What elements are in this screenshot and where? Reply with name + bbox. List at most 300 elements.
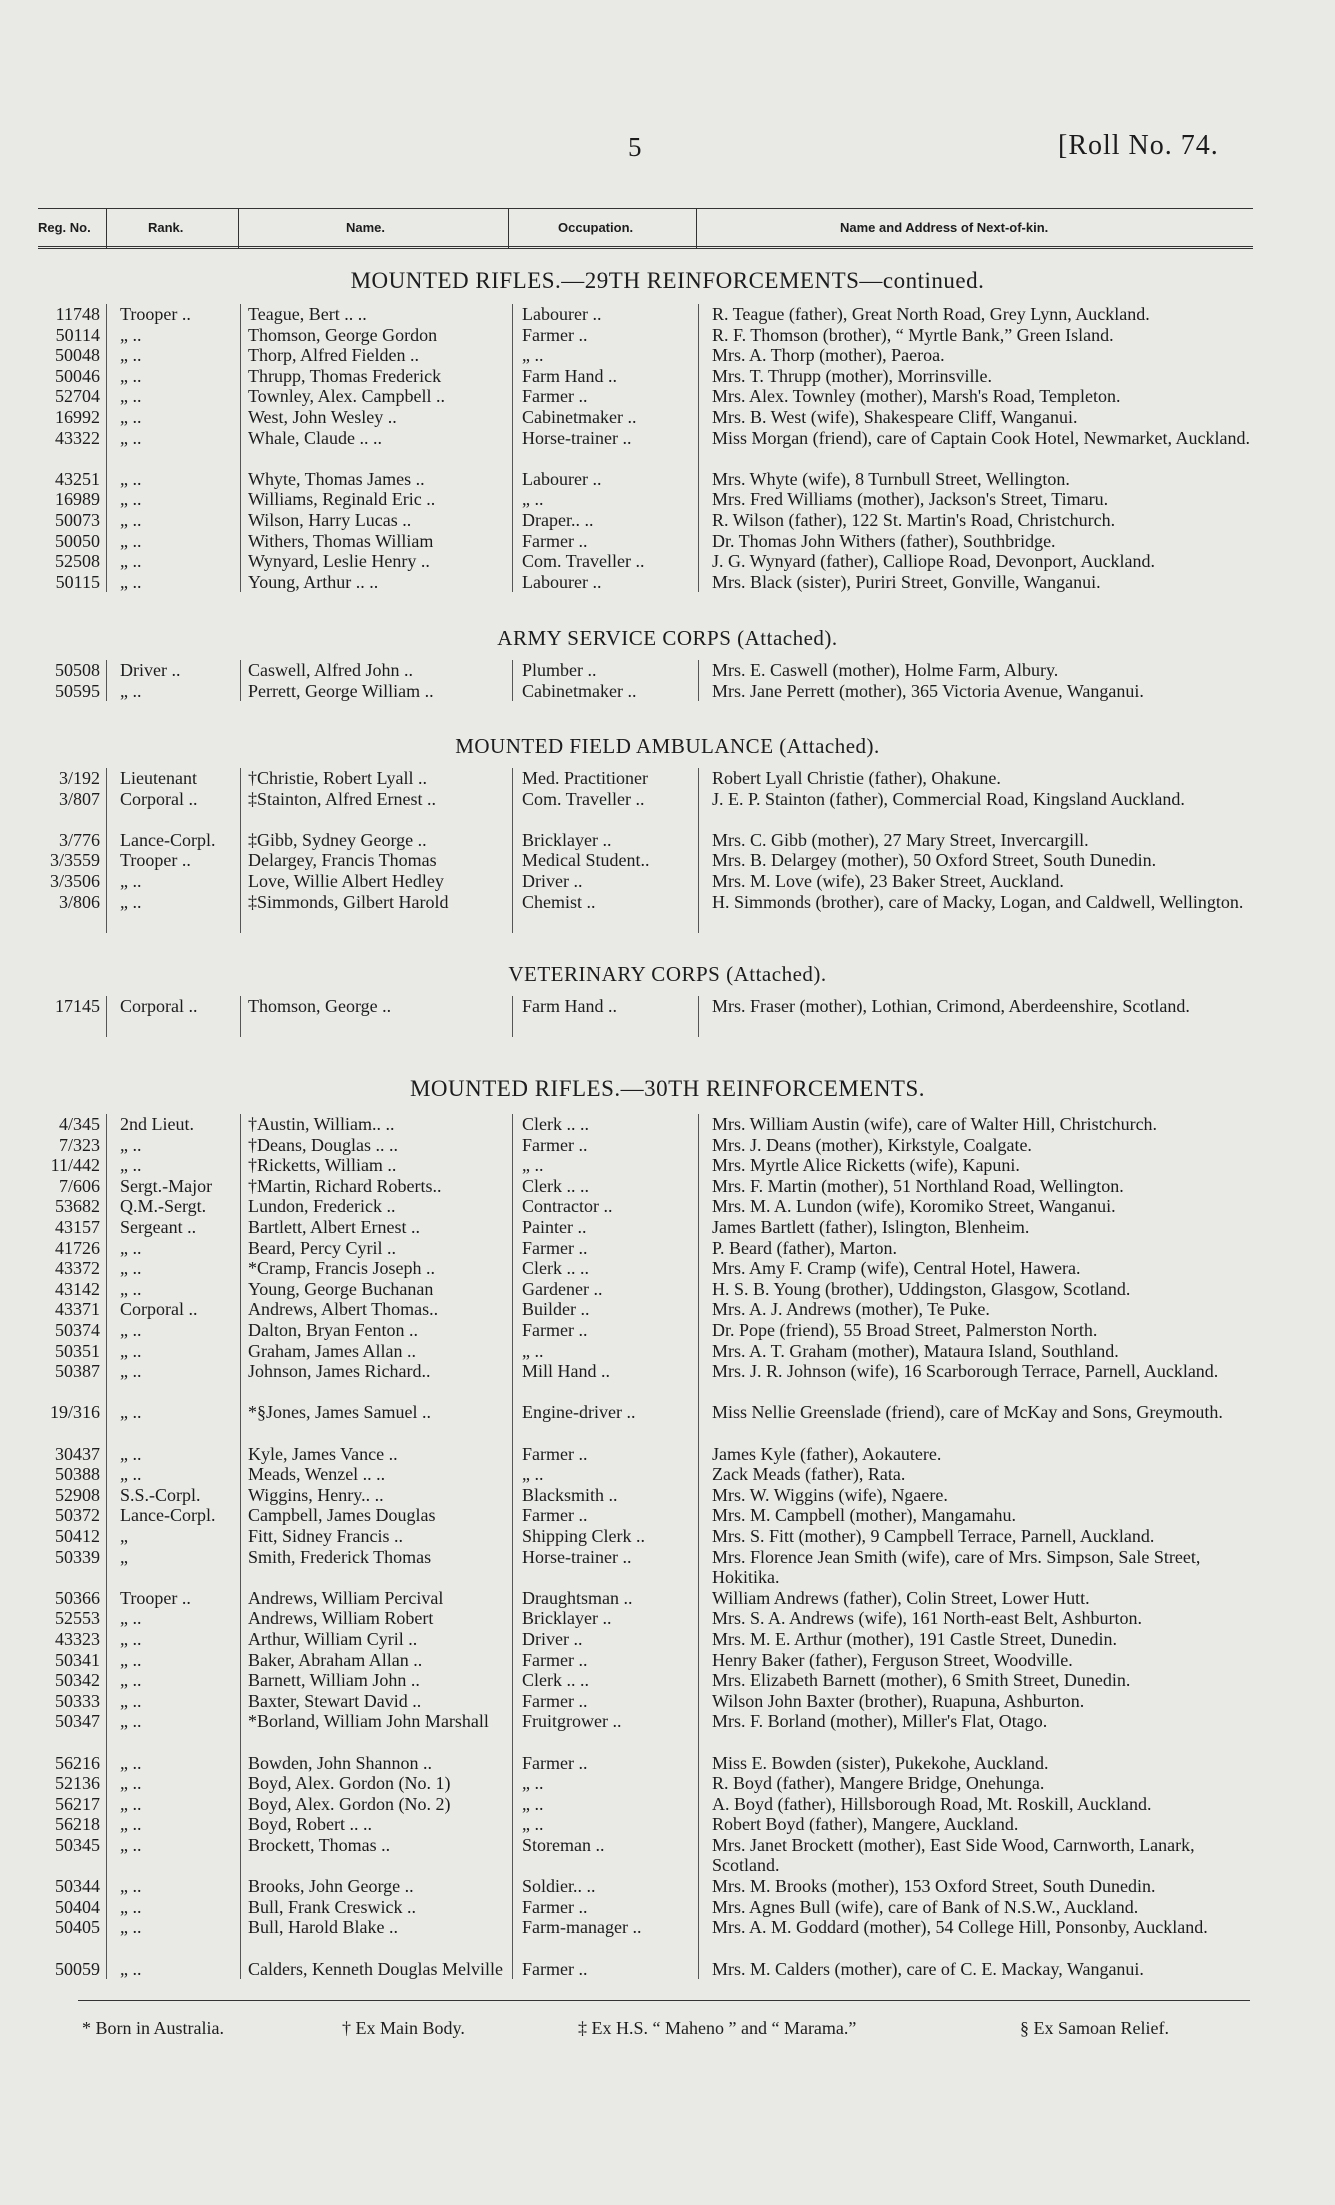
reg-number: 52553 [55, 1608, 100, 1629]
soldier-name: Williams, Reginald Eric .. [248, 489, 436, 510]
reg-number: 53682 [55, 1196, 100, 1217]
section-title: VETERINARY CORPS (Attached). [508, 962, 827, 986]
footnote-main-body: † Ex Main Body. [342, 2018, 465, 2038]
soldier-name: Thorp, Alfred Fielden .. [248, 345, 419, 366]
occupation: Farmer .. [522, 530, 588, 551]
reg-number: 11/442 [50, 1155, 100, 1176]
next-of-kin: Mrs. T. Thrupp (mother), Morrinsville. [712, 365, 992, 386]
column-divider [240, 304, 241, 592]
soldier-name: Whyte, Thomas James .. [248, 468, 425, 489]
column-divider [106, 1114, 107, 1979]
rank: 2nd Lieut. [120, 1114, 194, 1134]
soldier-name: *Borland, William John Marshall [248, 1711, 489, 1732]
occupation: Labourer .. [522, 571, 602, 592]
reg-number: 3/192 [58, 768, 100, 788]
reg-number: 17145 [55, 996, 100, 1016]
next-of-kin: Henry Baker (father), Ferguson Street, Woodville. [712, 1649, 1073, 1670]
rank: „ .. [120, 680, 142, 701]
next-of-kin: Zack Meads (father), Rata. [712, 1464, 906, 1485]
soldier-name: *Cramp, Francis Joseph .. [248, 1258, 435, 1279]
occupation: Clerk .. .. [522, 1670, 589, 1691]
column-divider [512, 996, 513, 1037]
occupation: Clerk .. .. [522, 1258, 589, 1279]
reg-number: 3/3559 [49, 850, 100, 871]
occupation: Gardener .. [522, 1278, 603, 1299]
next-of-kin: P. Beard (father), Marton. [712, 1237, 897, 1258]
soldier-name: Bull, Harold Blake .. [248, 1917, 398, 1938]
column-divider [698, 660, 699, 701]
soldier-name: West, John Wesley .. [248, 407, 397, 427]
soldier-name: Townley, Alex. Campbell .. [248, 386, 446, 407]
rank: „ .. [120, 1670, 142, 1691]
occupation: Horse-trainer .. [522, 427, 632, 448]
occupation: Farmer .. [522, 1649, 588, 1670]
next-of-kin: J. G. Wynyard (father), Calliope Road, Devonport, Auckland. [712, 551, 1155, 572]
next-of-kin: Wilson John Baxter (brother), Ruapuna, Ashburton. [712, 1690, 1085, 1711]
soldier-name: Barnett, William John .. [248, 1670, 420, 1691]
column-divider [240, 1114, 241, 1979]
reg-number: 43371 [55, 1299, 100, 1320]
column-divider [106, 996, 107, 1037]
next-of-kin: J. E. P. Stainton (father), Commercial Road, Kingsland Auckland. [712, 788, 1185, 809]
rank: S.S.-Corpl. [120, 1484, 201, 1505]
reg-number: 50387 [55, 1361, 100, 1382]
soldier-name: ‡Gibb, Sydney George .. [248, 829, 427, 850]
reg-number: 50048 [55, 345, 100, 366]
occupation: Farm Hand .. [522, 365, 617, 386]
rank: „ .. [120, 1896, 142, 1917]
reg-number: 50333 [55, 1690, 100, 1711]
soldier-name: Bowden, John Shannon .. [248, 1752, 432, 1773]
reg-number: 50374 [55, 1320, 100, 1340]
reg-number: 19/316 [49, 1402, 100, 1423]
next-of-kin: Mrs. F. Martin (mother), 51 Northland Road, Wellington. [712, 1175, 1124, 1196]
soldier-name: Andrews, William Percival [248, 1587, 444, 1608]
occupation: Medical Student.. [522, 850, 650, 871]
reg-number: 50388 [55, 1464, 100, 1485]
section-title: ARMY SERVICE CORPS (Attached). [497, 626, 838, 650]
occupation: Engine-driver .. [522, 1402, 636, 1423]
occupation: Plumber .. [522, 660, 597, 680]
next-of-kin: Mrs. Amy F. Cramp (wife), Central Hotel, Hawera. [712, 1258, 1081, 1279]
occupation: „ .. [522, 1155, 544, 1176]
soldier-name: †Ricketts, William .. [248, 1155, 397, 1176]
soldier-name: ‡Simmonds, Gilbert Harold [248, 891, 449, 912]
footnote-born-australia: * Born in Australia. [82, 2018, 224, 2038]
next-of-kin: Mrs. Whyte (wife), 8 Turnbull Street, Wellington. [712, 468, 1070, 489]
reg-number: 52136 [55, 1773, 100, 1794]
occupation: Driver .. [522, 1629, 583, 1649]
next-of-kin: Mrs. Florence Jean Smith (wife), care of Mrs. Simpson, Sale Street, Hokitika. [712, 1546, 1201, 1587]
column-divider [106, 660, 107, 701]
next-of-kin: William Andrews (father), Colin Street, Lower Hutt. [712, 1587, 1090, 1608]
section-title: MOUNTED FIELD AMBULANCE (Attached). [455, 734, 880, 758]
occupation: Driver .. [522, 871, 583, 891]
occupation: Farmer .. [522, 1320, 588, 1340]
rank: „ .. [120, 1278, 142, 1299]
soldier-name: Boyd, Alex. Gordon (No. 2) [248, 1793, 451, 1814]
occupation: Labourer .. [522, 304, 602, 324]
next-of-kin: Mrs. Black (sister), Puriri Street, Gonville, Wanganui. [712, 571, 1101, 592]
table-header [38, 208, 1253, 248]
column-divider [698, 1114, 699, 1979]
soldier-name: Caswell, Alfred John .. [248, 660, 413, 680]
occupation: Cabinetmaker .. [522, 680, 637, 701]
reg-number: 50073 [55, 510, 100, 530]
column-divider [106, 304, 107, 592]
soldier-name: Boyd, Alex. Gordon (No. 1) [248, 1773, 451, 1794]
next-of-kin: Mrs. F. Borland (mother), Miller's Flat, Otago. [712, 1711, 1048, 1732]
soldier-name: Brooks, John George .. [248, 1876, 414, 1897]
soldier-name: Johnson, James Richard.. [248, 1361, 431, 1382]
header-next-of-kin: Name and Address of Next-of-kin. [840, 220, 1049, 235]
occupation: Builder .. [522, 1299, 590, 1320]
occupation: Farmer .. [522, 1958, 588, 1979]
next-of-kin: Mrs. C. Gibb (mother), 27 Mary Street, Invercargill. [712, 829, 1089, 850]
next-of-kin: Mrs. B. Delargey (mother), 50 Oxford Street, South Dunedin. [712, 850, 1157, 871]
soldier-name: Kyle, James Vance .. [248, 1443, 398, 1464]
rank: „ .. [120, 1237, 142, 1258]
rank: Driver .. [120, 660, 181, 680]
rank: „ .. [120, 1155, 142, 1176]
section-title: MOUNTED RIFLES.—29TH REINFORCEMENTS—continued. [350, 268, 985, 293]
rank: „ .. [120, 530, 142, 551]
soldier-name: *§Jones, James Samuel .. [248, 1402, 431, 1423]
soldier-name: Dalton, Bryan Fenton .. [248, 1320, 418, 1340]
rank: Trooper .. [120, 850, 191, 871]
soldier-name: Bull, Frank Creswick .. [248, 1896, 416, 1917]
soldier-name: Perrett, George William .. [248, 680, 434, 701]
rank: „ [120, 1526, 128, 1546]
rank: „ .. [120, 1876, 142, 1897]
rank: „ .. [120, 1134, 142, 1155]
occupation: Shipping Clerk .. [522, 1526, 646, 1546]
occupation: „ .. [522, 345, 544, 366]
column-divider [240, 768, 241, 933]
occupation: Horse-trainer .. [522, 1546, 632, 1567]
next-of-kin: Mrs. Agnes Bull (wife), care of Bank of N.S.W., Auckland. [712, 1896, 1139, 1917]
rank: Lance-Corpl. [120, 1505, 216, 1526]
occupation: Fruitgrower .. [522, 1711, 622, 1732]
rank: Corporal .. [120, 788, 198, 809]
occupation: Blacksmith .. [522, 1484, 618, 1505]
reg-number: 52704 [55, 386, 100, 407]
occupation: Farmer .. [522, 1443, 588, 1464]
reg-number: 16992 [55, 407, 100, 427]
next-of-kin: Robert Lyall Christie (father), Ohakune. [712, 768, 1001, 788]
occupation: Storeman .. [522, 1835, 605, 1855]
column-divider [106, 768, 107, 933]
header-occupation: Occupation. [558, 220, 634, 235]
reg-number: 3/807 [58, 788, 100, 809]
occupation: Farmer .. [522, 324, 588, 345]
rank: „ .. [120, 551, 142, 572]
rank: Corporal .. [120, 1299, 198, 1320]
rank: Trooper .. [120, 304, 191, 324]
soldier-name: Meads, Wenzel .. .. [248, 1464, 386, 1485]
occupation: Farmer .. [522, 1505, 588, 1526]
soldier-name: †Deans, Douglas .. .. [248, 1134, 398, 1155]
reg-number: 52908 [55, 1484, 100, 1505]
rank: „ .. [120, 1690, 142, 1711]
next-of-kin: Mrs. A. M. Goddard (mother), 54 College Hill, Ponsonby, Auckland. [712, 1917, 1208, 1938]
reg-number: 50595 [55, 680, 100, 701]
next-of-kin: Mrs. S. Fitt (mother), 9 Campbell Terrace, Parnell, Auckland. [712, 1526, 1155, 1546]
soldier-name: Bartlett, Albert Ernest .. [248, 1217, 420, 1237]
occupation: Com. Traveller .. [522, 788, 645, 809]
rank: „ .. [120, 1340, 142, 1361]
next-of-kin: Mrs. M. Brooks (mother), 153 Oxford Street, South Dunedin. [712, 1876, 1156, 1897]
next-of-kin: R. Teague (father), Great North Road, Grey Lynn, Auckland. [712, 304, 1150, 324]
reg-number: 50050 [55, 530, 100, 551]
soldier-name: Lundon, Frederick .. [248, 1196, 396, 1217]
occupation: „ .. [522, 489, 544, 510]
column-divider [698, 768, 699, 933]
reg-number: 7/606 [58, 1175, 100, 1196]
soldier-name: Baker, Abraham Allan .. [248, 1649, 423, 1670]
reg-number: 50404 [55, 1896, 100, 1917]
soldier-name: Wiggins, Henry.. .. [248, 1484, 384, 1505]
soldier-name: Thomson, George Gordon [248, 324, 438, 345]
rank: „ .. [120, 1752, 142, 1773]
soldier-name: Arthur, William Cyril .. [248, 1629, 418, 1649]
next-of-kin: Mrs. M. Calders (mother), care of C. E. Mackay, Wanganui. [712, 1958, 1144, 1979]
soldier-name: Calders, Kenneth Douglas Melville [248, 1958, 503, 1979]
column-divider [512, 1114, 513, 1979]
next-of-kin: Mrs. A. Thorp (mother), Paeroa. [712, 345, 945, 366]
occupation: Farmer .. [522, 1896, 588, 1917]
soldier-name: Boyd, Robert .. .. [248, 1814, 372, 1835]
footnote-hospital-ships: ‡ Ex H.S. “ Maheno ” and “ Marama.” [578, 2018, 857, 2038]
reg-number: 50372 [55, 1505, 100, 1526]
occupation: Farm-manager .. [522, 1917, 642, 1938]
reg-number: 43372 [55, 1258, 100, 1279]
occupation: Farmer .. [522, 1134, 588, 1155]
soldier-name: †Martin, Richard Roberts.. [248, 1175, 442, 1196]
reg-number: 7/323 [58, 1134, 100, 1155]
soldier-name: Andrews, Albert Thomas.. [248, 1299, 439, 1320]
rank: „ .. [120, 365, 142, 386]
next-of-kin: Miss Nellie Greenslade (friend), care of McKay and Sons, Greymouth. [712, 1402, 1223, 1423]
rank: „ .. [120, 468, 142, 489]
reg-number: 50412 [55, 1526, 100, 1546]
rank: Lance-Corpl. [120, 829, 216, 850]
next-of-kin: Mrs. Myrtle Alice Ricketts (wife), Kapuni. [712, 1155, 1020, 1176]
next-of-kin: Robert Boyd (father), Mangere, Auckland. [712, 1814, 1019, 1835]
soldier-name: Beard, Percy Cyril .. [248, 1237, 396, 1258]
next-of-kin: A. Boyd (father), Hillsborough Road, Mt. Roskill, Auckland. [712, 1793, 1152, 1814]
next-of-kin: Mrs. Janet Brockett (mother), East Side Wood, Carnworth, Lanark, Scotland. [712, 1835, 1195, 1875]
rank: „ .. [120, 489, 142, 510]
soldier-name: †Christie, Robert Lyall .. [248, 768, 427, 788]
occupation: Med. Practitioner [522, 768, 648, 788]
reg-number: 50508 [55, 660, 100, 680]
soldier-name: Brockett, Thomas .. [248, 1835, 391, 1855]
occupation: Farm Hand .. [522, 996, 617, 1016]
reg-number: 4/345 [58, 1114, 100, 1134]
reg-number: 50345 [55, 1835, 100, 1855]
rank: „ .. [120, 1464, 142, 1485]
reg-number: 56216 [55, 1752, 100, 1773]
rank: „ .. [120, 1958, 142, 1979]
soldier-name: Fitt, Sidney Francis .. [248, 1526, 404, 1546]
column-divider [698, 304, 699, 592]
column-divider [512, 660, 513, 701]
soldier-name: Campbell, James Douglas [248, 1505, 436, 1526]
reg-number: 3/776 [58, 829, 100, 850]
rank: „ .. [120, 571, 142, 592]
next-of-kin: R. F. Thomson (brother), “ Myrtle Bank,” Green Island. [712, 324, 1114, 345]
footnote-rule [78, 2000, 1250, 2001]
rank: „ .. [120, 1793, 142, 1814]
soldier-name: Withers, Thomas William [248, 530, 434, 551]
next-of-kin: Mrs. William Austin (wife), care of Walter Hill, Christchurch. [712, 1114, 1158, 1134]
reg-number: 50366 [55, 1587, 100, 1608]
page-number: 5 [628, 132, 642, 162]
occupation: Farmer .. [522, 1690, 588, 1711]
rank: „ .. [120, 324, 142, 345]
soldier-name: Young, Arthur .. .. [248, 571, 379, 592]
column-divider [240, 996, 241, 1037]
next-of-kin: Dr. Pope (friend), 55 Broad Street, Palmerston North. [712, 1320, 1098, 1340]
reg-number: 52508 [55, 551, 100, 572]
next-of-kin: Mrs. M. A. Lundon (wife), Koromiko Street, Wanganui. [712, 1196, 1116, 1217]
header-name: Name. [346, 220, 386, 235]
reg-number: 56217 [55, 1793, 100, 1814]
header-reg: Reg. No. [38, 220, 91, 235]
column-divider [512, 768, 513, 933]
occupation: Contractor .. [522, 1196, 613, 1217]
occupation: Chemist .. [522, 891, 596, 912]
header-rank: Rank. [148, 220, 184, 235]
soldier-name: Wynyard, Leslie Henry .. [248, 551, 430, 572]
soldier-name: Andrews, William Robert [248, 1608, 434, 1629]
soldier-name: Thomson, George .. [248, 996, 392, 1016]
next-of-kin: Mrs. W. Wiggins (wife), Ngaere. [712, 1484, 948, 1505]
reg-number: 43322 [55, 427, 100, 448]
next-of-kin: Mrs. J. Deans (mother), Kirkstyle, Coalgate. [712, 1134, 1032, 1155]
occupation: Draper.. .. [522, 510, 594, 530]
reg-number: 50046 [55, 365, 100, 386]
section-title: MOUNTED RIFLES.—30TH REINFORCEMENTS. [409, 1076, 926, 1101]
occupation: Clerk .. .. [522, 1114, 589, 1134]
reg-number: 50351 [55, 1340, 100, 1361]
next-of-kin: Mrs. Fraser (mother), Lothian, Crimond, Aberdeenshire, Scotland. [712, 996, 1190, 1016]
roll-label: [Roll No. 74. [1058, 130, 1219, 161]
soldier-name: Wilson, Harry Lucas .. [248, 510, 412, 530]
next-of-kin: Mrs. B. West (wife), Shakespeare Cliff, Wanganui. [712, 407, 1078, 427]
rank: „ .. [120, 427, 142, 448]
reg-number: 3/3506 [49, 871, 100, 891]
reg-number: 43157 [55, 1217, 100, 1237]
next-of-kin: Mrs. A. T. Graham (mother), Mataura Island, Southland. [712, 1340, 1119, 1361]
reg-number: 3/806 [58, 891, 100, 912]
reg-number: 56218 [55, 1814, 100, 1835]
occupation: Farmer .. [522, 1752, 588, 1773]
reg-number: 50344 [55, 1876, 100, 1897]
soldier-name: †Austin, William.. .. [248, 1114, 395, 1134]
rank: „ .. [120, 891, 142, 912]
occupation: Com. Traveller .. [522, 551, 645, 572]
occupation: Cabinetmaker .. [522, 407, 637, 427]
occupation: Farmer .. [522, 386, 588, 407]
soldier-name: Thrupp, Thomas Frederick [248, 365, 442, 386]
rank: „ .. [120, 386, 142, 407]
reg-number: 50405 [55, 1917, 100, 1938]
rank: „ .. [120, 1443, 142, 1464]
reg-number: 11748 [55, 304, 100, 324]
next-of-kin: Miss E. Bowden (sister), Pukekohe, Auckland. [712, 1752, 1049, 1773]
soldier-name: Young, George Buchanan [248, 1278, 434, 1299]
rank: „ .. [120, 407, 142, 427]
column-divider [512, 304, 513, 592]
occupation: Labourer .. [522, 468, 602, 489]
next-of-kin: Mrs. Elizabeth Barnett (mother), 6 Smith Street, Dunedin. [712, 1670, 1131, 1691]
next-of-kin: H. Simmonds (brother), care of Macky, Logan, and Caldwell, Wellington. [712, 891, 1244, 912]
occupation: „ .. [522, 1793, 544, 1814]
soldier-name: Whale, Claude .. .. [248, 427, 382, 448]
reg-number: 50114 [55, 324, 100, 345]
next-of-kin: Mrs. Alex. Townley (mother), Marsh's Road, Templeton. [712, 386, 1121, 407]
reg-number: 50341 [55, 1649, 100, 1670]
rank: „ .. [120, 345, 142, 366]
next-of-kin: Mrs. S. A. Andrews (wife), 161 North-east Belt, Ashburton. [712, 1608, 1142, 1629]
rank: Q.M.-Sergt. [120, 1196, 207, 1217]
occupation: Mill Hand .. [522, 1361, 610, 1382]
reg-number: 50115 [55, 571, 100, 592]
next-of-kin: R. Boyd (father), Mangere Bridge, Onehunga. [712, 1773, 1045, 1794]
occupation: Soldier.. .. [522, 1876, 596, 1897]
rank: Lieutenant [120, 768, 197, 788]
column-divider [698, 996, 699, 1037]
soldier-name: Teague, Bert .. .. [248, 304, 367, 324]
reg-number: 30437 [55, 1443, 100, 1464]
next-of-kin: James Bartlett (father), Islington, Blenheim. [712, 1217, 1030, 1237]
reg-number: 50342 [55, 1670, 100, 1691]
rank: „ [120, 1546, 128, 1567]
soldier-name: Love, Willie Albert Hedley [248, 871, 444, 891]
occupation: Bricklayer .. [522, 1608, 612, 1629]
next-of-kin: Mrs. M. Campbell (mother), Mangamahu. [712, 1505, 1016, 1526]
reg-number: 50339 [55, 1546, 100, 1567]
rank: „ .. [120, 1773, 142, 1794]
next-of-kin: Mrs. J. R. Johnson (wife), 16 Scarborough Terrace, Parnell, Auckland. [712, 1361, 1219, 1382]
next-of-kin: James Kyle (father), Aokautere. [712, 1443, 942, 1464]
occupation: Draughtsman .. [522, 1587, 633, 1608]
column-divider [240, 660, 241, 701]
reg-number: 41726 [55, 1237, 100, 1258]
occupation: Painter .. [522, 1217, 587, 1237]
next-of-kin: Dr. Thomas John Withers (father), Southbridge. [712, 530, 1056, 551]
occupation: „ .. [522, 1340, 544, 1361]
rank: „ .. [120, 871, 142, 891]
rank: „ .. [120, 1361, 142, 1382]
occupation: Clerk .. .. [522, 1175, 589, 1196]
reg-number: 50347 [55, 1711, 100, 1732]
footnote-samoan-relief: § Ex Samoan Relief. [1020, 2018, 1169, 2038]
soldier-name: Smith, Frederick Thomas [248, 1546, 432, 1567]
rank: „ .. [120, 1320, 142, 1340]
rank: „ .. [120, 1402, 142, 1423]
rank: „ .. [120, 1629, 142, 1649]
occupation: „ .. [522, 1814, 544, 1835]
rank: „ .. [120, 1835, 142, 1855]
next-of-kin: H. S. B. Young (brother), Uddingston, Glasgow, Scotland. [712, 1278, 1131, 1299]
rank: Sergeant .. [120, 1217, 197, 1237]
next-of-kin: Miss Morgan (friend), care of Captain Cook Hotel, Newmarket, Auckland. [712, 427, 1251, 448]
reg-number: 43251 [55, 468, 100, 489]
occupation: Bricklayer .. [522, 829, 612, 850]
